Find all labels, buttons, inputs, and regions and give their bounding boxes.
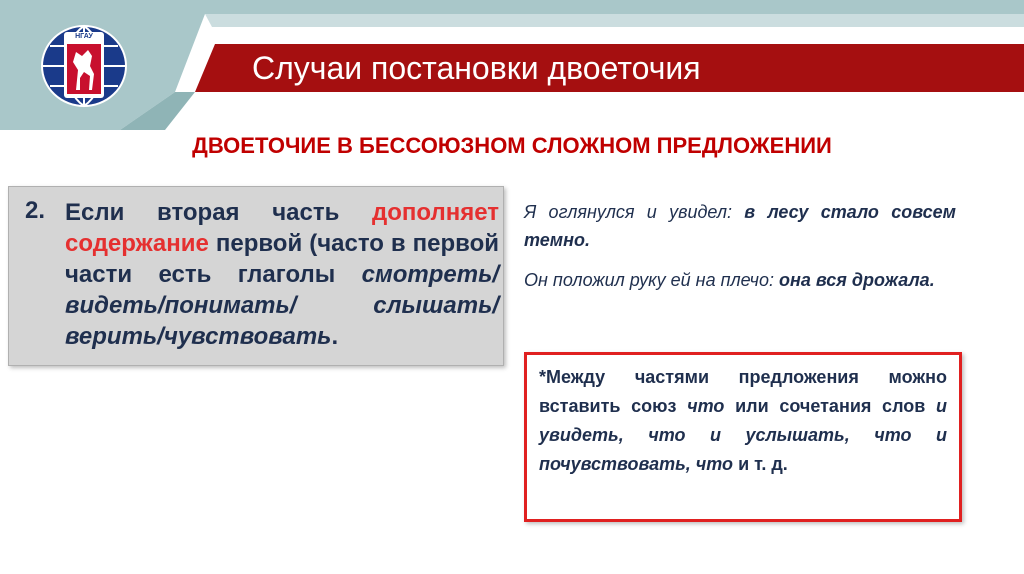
note-italic-1: что <box>687 396 725 416</box>
section-subtitle: ДВОЕТОЧИЕ В БЕССОЮЗНОМ СЛОЖНОМ ПРЕДЛОЖЕНИИ <box>192 133 832 158</box>
example-1-plain: Я оглянулся и увидел: <box>524 202 745 222</box>
example-2-bold: она вся дрожала. <box>778 270 935 290</box>
page-title: Случаи постановки двоеточия <box>252 50 701 86</box>
example-1 <box>524 198 956 254</box>
rule-box <box>8 186 504 366</box>
example-2-plain: Он положил руку ей на плечо: <box>524 270 779 290</box>
logo-text: НГАУ <box>75 33 93 40</box>
rule-number: 2. <box>25 197 46 224</box>
note-box <box>524 352 962 522</box>
note-text-3: и т. д. <box>733 454 788 474</box>
rule-text-part2: первой (часто в первой части есть глаголы <box>65 230 499 288</box>
rule-text <box>65 197 499 352</box>
rule-highlight: дополняет содержание <box>65 199 499 257</box>
example-2 <box>524 266 956 294</box>
note-italic-2: и увидеть, что и услышать, что и почувствовать, что <box>539 396 948 474</box>
rule-text-part1: Если вторая часть <box>65 199 373 226</box>
note-text <box>539 363 947 479</box>
note-text-1: *Между частями предложения можно вставить союз <box>539 367 947 416</box>
rule-verbs: смотреть/видеть/понимать/ слышать/верить/чувствовать <box>65 261 499 350</box>
note-text-2: или сочетания слов <box>724 396 937 416</box>
rule-end: . <box>331 323 339 350</box>
example-1-bold: в лесу стало совсем темно. <box>524 202 956 250</box>
